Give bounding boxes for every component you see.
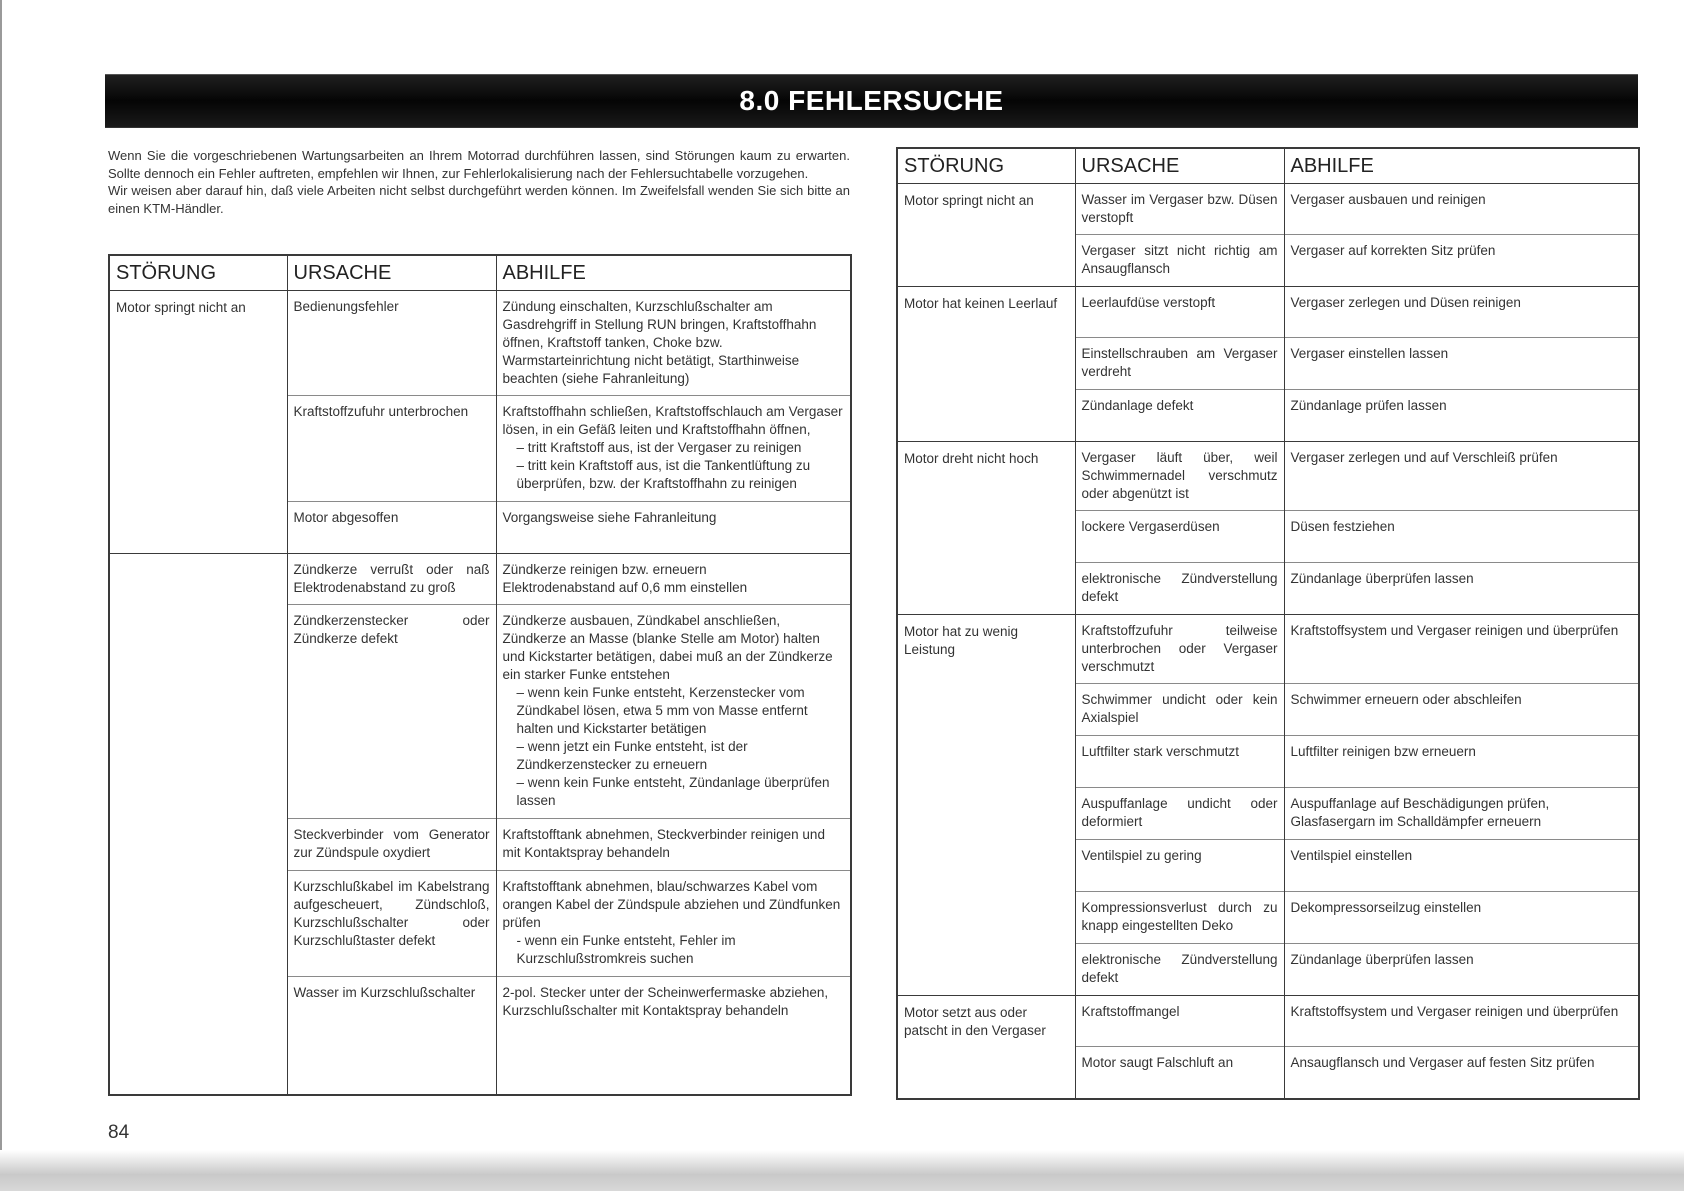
section-title: 8.0 FEHLERSUCHE <box>739 85 1004 116</box>
remedy-text <box>497 501 851 553</box>
cause-text: Zündkerze verrußt oder naß Elektrodenabstand zu groß <box>293 562 490 595</box>
cause-text: Zündanlage defekt <box>1076 389 1284 441</box>
symptom-cell: Motor springt nicht an <box>109 291 287 554</box>
cause-text: Einstellschrauben am Vergaser verdreht <box>1076 337 1284 389</box>
remedy-line: Vergaser zerlegen und auf Verschleiß prüfen <box>1290 450 1558 465</box>
column-header-symptom: STÖRUNG <box>897 148 1075 184</box>
cause-text: Wasser im Kurzschlußschalter <box>288 976 496 1028</box>
symptom-cell: Motor springt nicht an <box>897 184 1075 287</box>
remedy-line: – wenn jetzt ein Funke entsteht, ist der Zündkerzenstecker zu erneuern <box>516 739 748 772</box>
remedy-text <box>1285 510 1639 562</box>
table-row <box>109 291 851 554</box>
remedy-line: Vergaser auf korrekten Sitz prüfen <box>1290 243 1496 258</box>
troubleshooting-table-left <box>108 254 852 1096</box>
remedy-text <box>497 291 851 395</box>
remedy-cell <box>1284 996 1639 1100</box>
remedy-text <box>1285 891 1639 943</box>
table-row <box>897 996 1639 1100</box>
remedy-line: Auspuffanlage auf Beschädigungen prüfen, Glasfasergarn im Schalldämpfer erneuern <box>1290 796 1550 829</box>
cause-text: Auspuffanlage undicht oder deformiert <box>1076 787 1284 839</box>
remedy-text <box>1285 562 1639 614</box>
remedy-cell <box>1284 442 1639 615</box>
remedy-text <box>1285 615 1639 683</box>
cause-cell <box>1075 615 1284 996</box>
remedy-line: Zündanlage prüfen lassen <box>1290 398 1447 413</box>
cause-text: Vergaser sitzt nicht richtig am Ansaugflansch <box>1076 234 1284 286</box>
cause-text: Kurzschlußkabel im Kabelstrang aufgescheuert, Zündschloß, Kurzschlußschalter oder Kurzschlußtaster defekt <box>288 870 496 976</box>
symptom-cell <box>109 554 287 1096</box>
remedy-line: Kraftstoffsystem und Vergaser reinigen und überprüfen <box>1290 623 1619 638</box>
cause-text: Motor abgesoffen <box>288 501 496 553</box>
remedy-line: Kraftstoffhahn schließen, Kraftstoffschlauch am Vergaser lösen, in ein Gefäß leiten und Kraftstoffhahn öffnen, <box>502 404 843 437</box>
remedy-cell <box>1284 287 1639 442</box>
cause-text: lockere Vergaserdüsen <box>1076 510 1284 562</box>
column-header-remedy: ABHILFE <box>1284 148 1639 184</box>
remedy-text <box>1285 442 1639 510</box>
cause-cell <box>1075 996 1284 1100</box>
remedy-line: Schwimmer erneuern oder abschleifen <box>1290 692 1522 707</box>
table-row <box>897 442 1639 615</box>
symptom-cell: Motor setzt aus oder patscht in den Vergaser <box>897 996 1075 1100</box>
remedy-text <box>1285 287 1639 337</box>
cause-text: Luftfilter stark verschmutzt <box>1076 735 1284 787</box>
remedy-text <box>497 976 851 1028</box>
troubleshooting-table-right <box>896 147 1640 1100</box>
cause-text: Ventilspiel zu gering <box>1076 839 1284 891</box>
column-header-symptom: STÖRUNG <box>109 255 287 291</box>
remedy-line: – tritt Kraftstoff aus, ist der Vergaser zu reinigen <box>516 440 802 455</box>
table-header-row <box>897 148 1639 184</box>
cause-text: Kraftstoffzufuhr teilweise unterbrochen oder Vergaser verschmutzt <box>1081 623 1278 674</box>
cause-cell <box>1075 184 1284 287</box>
remedy-text <box>497 554 851 604</box>
remedy-text <box>1285 943 1639 995</box>
remedy-line: Vorgangsweise siehe Fahranleitung <box>502 510 717 525</box>
remedy-text <box>1285 787 1639 839</box>
cause-text: Motor saugt Falschluft an <box>1076 1046 1284 1098</box>
table-row <box>897 615 1639 996</box>
cause-text: elektronische Zündverstellung defekt <box>1076 943 1284 995</box>
intro-paragraph-1: Wenn Sie die vorgeschriebenen Wartungsarbeiten an Ihrem Motorrad durchführen lassen, sind Störungen kaum zu erwarten. Sollte dennoch ein Fehler auftreten, empfehlen wir Ihnen, zur Fehlerlokalisierung nach der Fehlersuchtabelle vorzugehen. <box>108 148 850 181</box>
remedy-line: Kraftstofftank abnehmen, Steckverbinder reinigen und mit Kontaktspray behandeln <box>502 827 825 860</box>
symptom-cell: Motor hat zu wenig Leistung <box>897 615 1075 996</box>
remedy-line: Elektrodenabstand auf 0,6 mm einstellen <box>502 580 748 595</box>
remedy-text <box>1285 1046 1639 1098</box>
remedy-line: Düsen festziehen <box>1290 519 1395 534</box>
table-row <box>897 287 1639 442</box>
remedy-text <box>1285 337 1639 389</box>
remedy-text <box>497 604 851 818</box>
symptom-cell: Motor hat keinen Leerlauf <box>897 287 1075 442</box>
remedy-line: Zündung einschalten, Kurzschlußschalter am Gasdrehgriff in Stellung RUN bringen, Kraftstoffhahn öffnen, Kraftstoff tanken, Choke bzw. Warmstarteinrichtung nicht betätigt, Starthinweise beachten (siehe Fahranleitung) <box>502 299 817 386</box>
remedy-cell <box>1284 615 1639 996</box>
section-header-bar <box>105 74 1638 128</box>
remedy-line: Zündkerze ausbauen, Zündkabel anschließen, Zündkerze an Masse (blanke Stelle am Motor) halten und Kickstarter betätigen, dabei muß an der Zündkerze ein starker Funke entstehen <box>502 613 833 682</box>
remedy-line: Luftfilter reinigen bzw erneuern <box>1290 744 1476 759</box>
remedy-line: Kraftstofftank abnehmen, blau/schwarzes Kabel vom orangen Kabel der Zündspule abziehen und Zündfunken prüfen <box>502 879 841 930</box>
symptom-cell: Motor dreht nicht hoch <box>897 442 1075 615</box>
remedy-line: Zündkerze reinigen bzw. erneuern <box>502 562 707 577</box>
page-bottom-shadow <box>0 1150 1684 1191</box>
cause-text: Kraftstoffmangel <box>1081 1004 1180 1019</box>
cause-text: Wasser im Vergaser bzw. Düsen verstopft <box>1081 192 1278 225</box>
remedy-cell <box>496 291 851 554</box>
cause-text: Bedienungsfehler <box>293 299 399 314</box>
remedy-text <box>1285 735 1639 787</box>
remedy-line: Dekompressorseilzug einstellen <box>1290 900 1482 915</box>
page-number: 84 <box>108 1122 130 1143</box>
remedy-line: – wenn kein Funke entsteht, Zündanlage überprüfen lassen <box>516 775 830 808</box>
column-header-remedy: ABHILFE <box>496 255 851 291</box>
remedy-text <box>497 395 851 501</box>
remedy-line: Vergaser zerlegen und Düsen reinigen <box>1290 295 1521 310</box>
remedy-cell <box>496 554 851 1096</box>
cause-text: Steckverbinder vom Generator zur Zündspule oxydiert <box>288 818 496 870</box>
cause-text: Leerlaufdüse verstopft <box>1081 295 1216 310</box>
remedy-text <box>497 818 851 870</box>
cause-cell <box>287 291 496 554</box>
cause-cell <box>287 554 496 1096</box>
remedy-line: Vergaser ausbauen und reinigen <box>1290 192 1486 207</box>
remedy-line: Vergaser einstellen lassen <box>1290 346 1449 361</box>
intro-text <box>108 147 850 217</box>
remedy-text <box>1285 184 1639 234</box>
remedy-text <box>1285 234 1639 286</box>
column-header-cause: URSACHE <box>1075 148 1284 184</box>
cause-text: elektronische Zündverstellung defekt <box>1076 562 1284 614</box>
table-header-row <box>109 255 851 291</box>
remedy-line: 2-pol. Stecker unter der Scheinwerfermaske abziehen, Kurzschlußschalter mit Kontaktspray behandeln <box>502 985 829 1018</box>
remedy-line: – tritt kein Kraftstoff aus, ist die Tankentlüftung zu überprüfen, bzw. der Kraftstoffhahn zu reinigen <box>516 458 811 491</box>
remedy-text <box>497 870 851 976</box>
remedy-line: Zündanlage überprüfen lassen <box>1290 571 1474 586</box>
remedy-line: Zündanlage überprüfen lassen <box>1290 952 1474 967</box>
remedy-line: – wenn kein Funke entsteht, Kerzenstecker vom Zündkabel lösen, etwa 5 mm von Masse entfernt halten und Kickstarter betätigen <box>516 685 808 736</box>
remedy-cell <box>1284 184 1639 287</box>
remedy-line: Kraftstoffsystem und Vergaser reinigen und überprüfen <box>1290 1004 1619 1019</box>
table-row <box>897 184 1639 287</box>
table-row <box>109 554 851 1096</box>
cause-text: Vergaser läuft über, weil Schwimmernadel verschmutz oder abgenützt ist <box>1081 450 1278 501</box>
column-header-cause: URSACHE <box>287 255 496 291</box>
remedy-line: - wenn ein Funke entsteht, Fehler im Kurzschlußstromkreis suchen <box>516 933 736 966</box>
cause-text: Kraftstoffzufuhr unterbrochen <box>288 395 496 501</box>
remedy-text <box>1285 996 1639 1046</box>
page-edge <box>0 0 2 1191</box>
remedy-text <box>1285 389 1639 441</box>
cause-cell <box>1075 442 1284 615</box>
remedy-text <box>1285 683 1639 735</box>
remedy-line: Ansaugflansch und Vergaser auf festen Sitz prüfen <box>1290 1055 1595 1070</box>
cause-text: Zündkerzenstecker oder Zündkerze defekt <box>288 604 496 818</box>
cause-text: Schwimmer undicht oder kein Axialspiel <box>1076 683 1284 735</box>
remedy-text <box>1285 839 1639 891</box>
cause-cell <box>1075 287 1284 442</box>
remedy-line: Ventilspiel einstellen <box>1290 848 1413 863</box>
cause-text: Kompressionsverlust durch zu knapp eingestellten Deko <box>1076 891 1284 943</box>
intro-paragraph-2: Wir weisen aber darauf hin, daß viele Arbeiten nicht selbst durchgeführt werden können. Im Zweifelsfall wenden Sie sich bitte an einen KTM-Händler. <box>108 183 850 216</box>
